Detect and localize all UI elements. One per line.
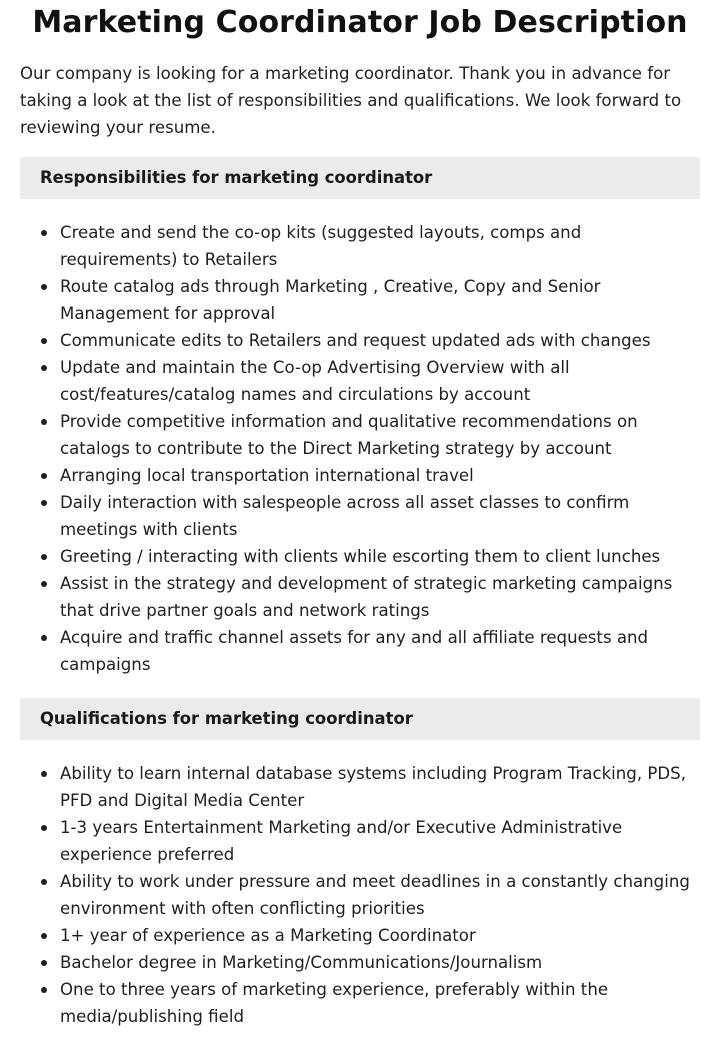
- list-item: Arranging local transportation international travel: [60, 462, 700, 489]
- responsibilities-heading: Responsibilities for marketing coordinator: [20, 157, 700, 199]
- qualifications-heading: Qualifications for marketing coordinator: [20, 698, 700, 740]
- list-item: Greeting / interacting with clients while escorting them to client lunches: [60, 543, 700, 570]
- list-item: Provide competitive information and qualitative recommendations on catalogs to contribute to the Direct Marketing strategy by account: [60, 408, 700, 462]
- list-item: Update and maintain the Co-op Advertising Overview with all cost/features/catalog names and circulations by account: [60, 354, 700, 408]
- qualifications-list: [20, 760, 700, 1030]
- list-item: Acquire and traffic channel assets for any and all affiliate requests and campaigns: [60, 624, 700, 678]
- intro-paragraph: Our company is looking for a marketing coordinator. Thank you in advance for taking a look at the list of responsibilities and qualifications. We look forward to reviewing your resume.: [20, 64, 682, 137]
- list-item: Ability to work under pressure and meet deadlines in a constantly changing environment with often conflicting priorities: [60, 868, 700, 922]
- list-item: Bachelor degree in Marketing/Communications/Journalism: [60, 949, 700, 976]
- list-item: Assist in the strategy and development of strategic marketing campaigns that drive partner goals and network ratings: [60, 570, 700, 624]
- list-item: Daily interaction with salespeople across all asset classes to confirm meetings with clients: [60, 489, 700, 543]
- list-item: 1-3 years Entertainment Marketing and/or Executive Administrative experience preferred: [60, 814, 700, 868]
- list-item: Route catalog ads through Marketing , Creative, Copy and Senior Management for approval: [60, 273, 700, 327]
- list-item: Create and send the co-op kits (suggested layouts, comps and requirements) to Retailers: [60, 219, 700, 273]
- responsibilities-list: [20, 219, 700, 678]
- list-item: Ability to learn internal database systems including Program Tracking, PDS, PFD and Digital Media Center: [60, 760, 700, 814]
- list-item: One to three years of marketing experience, preferably within the media/publishing field: [60, 976, 700, 1030]
- list-item: 1+ year of experience as a Marketing Coordinator: [60, 922, 700, 949]
- list-item: Communicate edits to Retailers and request updated ads with changes: [60, 327, 700, 354]
- page-title: Marketing Coordinator Job Description: [32, 5, 688, 40]
